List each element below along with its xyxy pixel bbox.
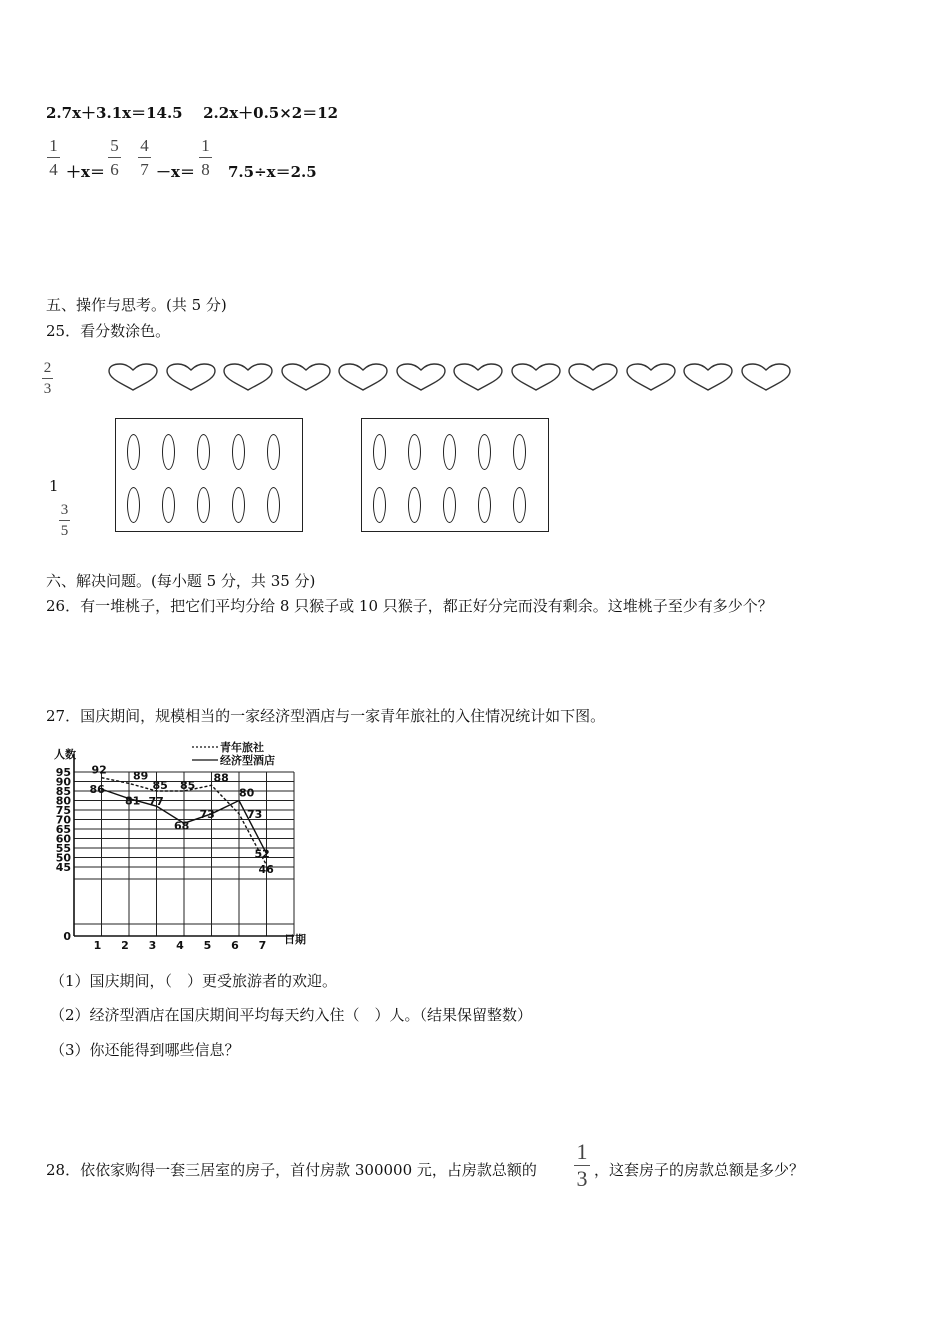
question-28-text-after: ，这套房子的房款总额是多少？	[594, 1161, 805, 1179]
point-label: 46	[258, 863, 274, 877]
heart-shape	[510, 362, 562, 392]
equation-1: 2.7x＋3.1x＝14.5	[46, 104, 183, 122]
oval-shape	[408, 434, 421, 470]
heart-shape	[567, 362, 619, 392]
point-label: 73	[247, 807, 263, 821]
box-label-whole: 1	[49, 477, 59, 495]
oval-shape	[267, 487, 280, 523]
heart-shape	[165, 362, 217, 392]
heart-shape	[222, 362, 274, 392]
section-5-title: 五、操作与思考。(共 5 分)	[46, 296, 227, 314]
y-tick-label: 45	[55, 861, 71, 874]
equation-5: 7.5÷x＝2.5	[228, 163, 317, 181]
question-27-sub-1: （1）国庆期间，（ ）更受旅游者的欢迎。	[50, 972, 338, 990]
legend-entry: 经济型酒店	[220, 754, 275, 767]
point-label: 85	[180, 779, 196, 792]
equation-3-operator: ＋x＝	[66, 163, 105, 181]
heart-shape	[280, 362, 332, 392]
y-tick-label: 90	[55, 775, 71, 789]
heart-shape	[107, 362, 159, 392]
oval-shape	[162, 434, 175, 470]
heart-shape	[395, 362, 447, 392]
point-label: 88	[213, 771, 229, 785]
oval-shape	[373, 434, 386, 470]
question-27-sub-2: （2）经济型酒店在国庆期间平均每天约入住（ ）人。（结果保留整数）	[50, 1006, 533, 1024]
x-tick-label: 2	[121, 939, 129, 952]
oval-shape	[232, 487, 245, 523]
fraction-four-sevenths: 4 7	[138, 136, 151, 179]
y-tick-label: 55	[55, 842, 71, 855]
heart-shape	[337, 362, 389, 392]
heart-shape	[740, 362, 792, 392]
x-tick-label: 5	[203, 939, 212, 952]
x-tick-label: 7	[258, 939, 267, 952]
oval-shape	[478, 434, 491, 470]
point-label: 85	[152, 779, 168, 792]
equation-2: 2.2x＋0.5×2＝12	[203, 104, 339, 122]
oval-shape	[443, 487, 456, 523]
y-tick-label: 50	[55, 851, 71, 865]
oval-shape	[478, 487, 491, 523]
equation-4-operator: －x＝	[156, 163, 195, 181]
oval-shape	[197, 434, 210, 470]
question-28-text-before: 28．依依家购得一套三居室的房子，首付房款 300000 元，占房款总额的	[46, 1161, 537, 1179]
y-tick-label: 80	[55, 794, 71, 808]
point-label: 52	[254, 847, 270, 861]
oval-shape	[127, 434, 140, 470]
oval-shape	[127, 487, 140, 523]
question-25: 25．看分数涂色。	[46, 322, 171, 340]
question-28-fraction: 1 3	[574, 1141, 590, 1190]
fraction-five-sixths: 5 6	[108, 136, 121, 179]
section-6-title: 六、解决问题。(每小题 5 分，共 35 分)	[46, 572, 316, 590]
oval-shape	[232, 434, 245, 470]
question-26: 26．有一堆桃子，把它们平均分给 8 只猴子或 10 只猴子，都正好分完而没有剩余。这堆桃子至少有多少个？	[46, 597, 773, 615]
y-tick-label: 85	[55, 785, 71, 798]
legend-entry: 青年旅社	[220, 741, 264, 754]
y-tick-label: 60	[55, 832, 71, 846]
y-tick-label: 75	[55, 804, 71, 817]
point-label: 77	[148, 795, 164, 809]
y-tick-label: 0	[63, 930, 71, 943]
oval-shape	[408, 487, 421, 523]
oval-shape	[197, 487, 210, 523]
y-tick-label: 70	[55, 813, 71, 827]
equation-row-1	[46, 102, 338, 123]
point-label: 73	[199, 807, 215, 821]
point-label: 89	[133, 769, 149, 783]
heart-shape	[452, 362, 504, 392]
chart-ylabel: 人数	[54, 748, 76, 761]
point-label: 81	[125, 794, 141, 808]
heart-shape	[625, 362, 677, 392]
point-label: 92	[91, 763, 107, 777]
oval-shape	[513, 487, 526, 523]
heart-shape	[682, 362, 734, 392]
point-label: 86	[89, 783, 105, 797]
x-tick-label: 3	[148, 939, 157, 952]
fraction-one-eighth: 1 8	[199, 136, 212, 179]
oval-shape	[373, 487, 386, 523]
x-tick-label: 1	[93, 939, 102, 952]
question-27: 27．国庆期间，规模相当的一家经济型酒店与一家青年旅社的入住情况统计如下图。	[46, 707, 606, 725]
point-label: 80	[239, 786, 255, 800]
oval-shape	[162, 487, 175, 523]
point-label: 68	[174, 819, 190, 833]
box-fraction-label: 3 5	[60, 502, 69, 539]
x-tick-label: 4	[176, 939, 184, 952]
oval-shape	[443, 434, 456, 470]
oval-shape	[267, 434, 280, 470]
question-27-sub-3: （3）你还能得到哪些信息？	[50, 1041, 240, 1059]
heart-fraction-label: 2 3	[43, 360, 52, 397]
question-28-line	[46, 1159, 537, 1180]
y-tick-label: 95	[55, 766, 71, 779]
y-tick-label: 65	[55, 823, 71, 836]
fraction-one-quarter: 1 4	[47, 136, 60, 179]
chart-legend	[192, 740, 275, 767]
occupancy-line-chart	[40, 736, 320, 952]
oval-shape	[513, 434, 526, 470]
chart-xlabel: 日期	[284, 933, 306, 946]
x-tick-label: 6	[231, 939, 239, 952]
